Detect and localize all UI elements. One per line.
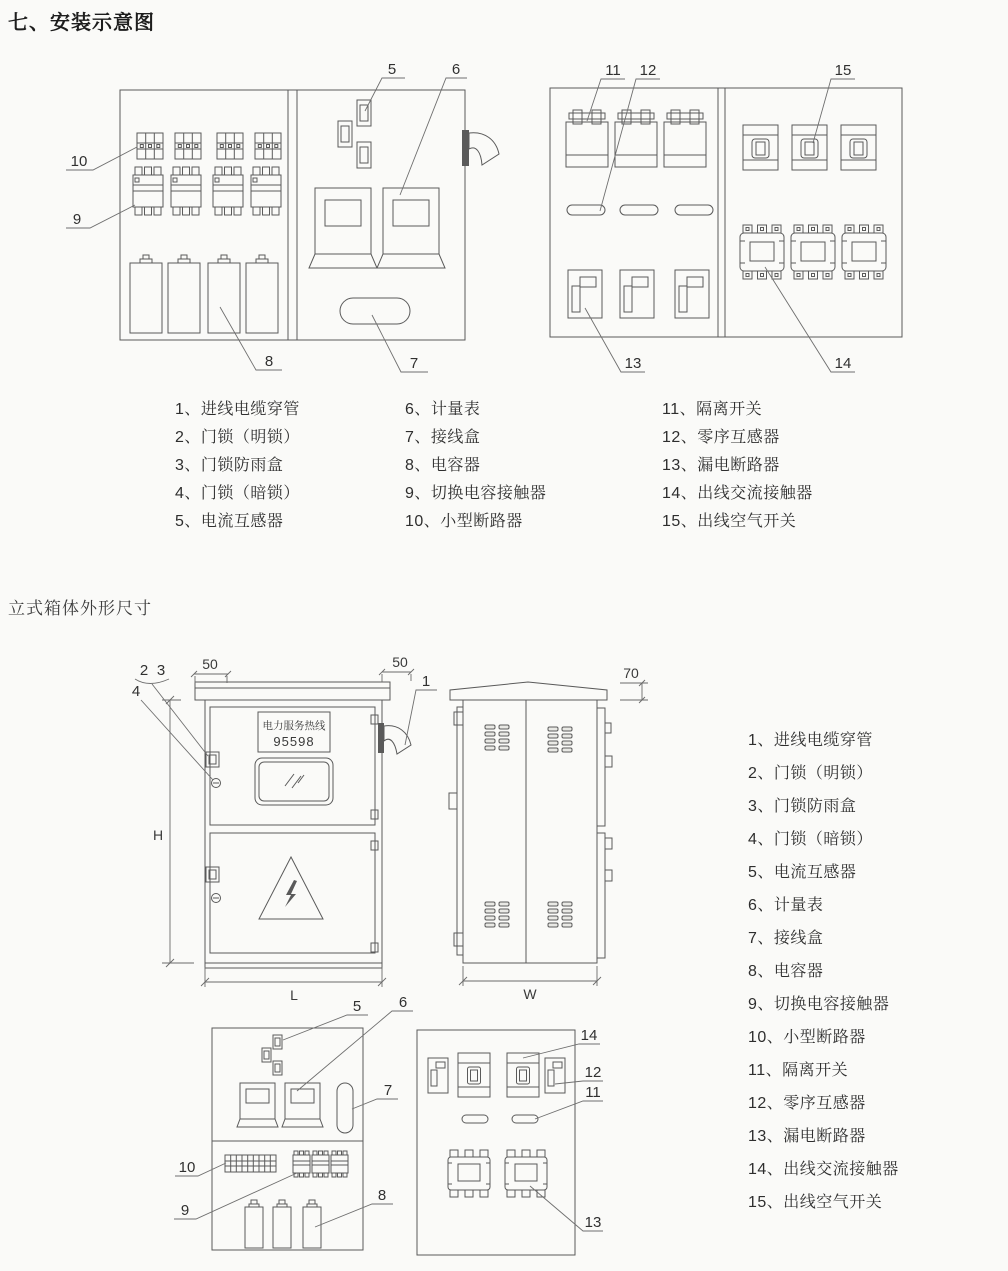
contactor-icon xyxy=(171,167,201,215)
callout-12: 12 xyxy=(584,1064,602,1081)
legend-item: 10、小型断路器 xyxy=(405,513,523,530)
left-frame-strip xyxy=(457,707,463,955)
energy-meter-icon xyxy=(309,188,377,268)
legend-item: 8、电容器 xyxy=(748,963,824,980)
legend-item: 1、进线电缆穿管 xyxy=(175,401,300,418)
diagram-bottom-left-cabinet-internal xyxy=(160,995,410,1271)
zero-sequence-ct-icon xyxy=(462,1115,488,1123)
capacitor-icon xyxy=(208,255,240,333)
roof-plate xyxy=(450,682,607,700)
legend-item: 5、电流互感器 xyxy=(748,864,857,881)
legend-item: 13、漏电断路器 xyxy=(662,457,780,474)
capacitor-contactor-row xyxy=(133,167,281,215)
current-transformers xyxy=(262,1035,282,1075)
capacitor-icon xyxy=(273,1200,291,1248)
zero-sequence-ct-icon xyxy=(512,1115,538,1123)
svg-text:W: W xyxy=(523,986,537,1002)
energy-meter-icon xyxy=(282,1083,323,1127)
capacitor-icon xyxy=(130,255,162,333)
diagram-side-view xyxy=(440,650,670,1005)
hotline-number: 95598 xyxy=(273,734,315,749)
contactor-icon xyxy=(293,1151,310,1177)
ac-contactor-icon xyxy=(740,225,784,279)
cabinet-base xyxy=(205,963,382,968)
legend-column-1 xyxy=(175,396,300,536)
callout-13: 13 xyxy=(624,355,642,372)
energy-meter-icon xyxy=(237,1083,278,1127)
legend-item: 13、漏电断路器 xyxy=(748,1128,866,1145)
callout-6: 6 xyxy=(398,994,408,1011)
callout-9: 9 xyxy=(72,211,82,228)
dimension-70 xyxy=(620,665,648,703)
legend-item: 14、出线交流接触器 xyxy=(662,485,813,502)
legend-item: 6、计量表 xyxy=(748,897,824,914)
contactor-icon xyxy=(331,1151,348,1177)
lower-door xyxy=(210,833,375,953)
meter-window xyxy=(255,758,333,805)
roof-plate xyxy=(195,682,390,700)
capacitor-icon xyxy=(246,255,278,333)
hinge xyxy=(605,723,611,733)
callout-2: 2 xyxy=(139,662,149,679)
legend-item: 4、门锁（暗锁） xyxy=(175,485,300,502)
mini-circuit-breaker-row xyxy=(137,133,281,159)
zero-sequence-ct-icon xyxy=(675,205,713,215)
louver-vent xyxy=(485,902,509,927)
callout-14: 14 xyxy=(834,355,852,372)
energy-meter-icon xyxy=(377,188,445,268)
mini-breaker-icon xyxy=(175,133,201,159)
legend-item: 15、出线空气开关 xyxy=(748,1194,883,1211)
capacitor-row xyxy=(245,1200,321,1248)
current-transformer-icon xyxy=(273,1061,282,1075)
right-frame-strip xyxy=(597,833,605,958)
callout-8: 8 xyxy=(264,353,274,370)
callout-1: 1 xyxy=(421,673,431,690)
svg-text:70: 70 xyxy=(623,665,639,681)
louver-vent xyxy=(485,725,509,750)
mini-circuit-breaker-row xyxy=(225,1155,276,1172)
isolating-switch-icon xyxy=(664,110,706,167)
isolating-switch-icon xyxy=(566,110,608,167)
lower-door-lock xyxy=(206,867,221,903)
diagram-top-left-cabinet-internal xyxy=(60,55,510,390)
ac-contactor-icon xyxy=(842,225,886,279)
mini-breaker-icon xyxy=(217,133,243,159)
diagram-top-right-cabinet-internal xyxy=(545,55,945,390)
legend-item: 12、零序互感器 xyxy=(748,1095,866,1112)
zero-sequence-ct-icon xyxy=(620,205,658,215)
diagram-bottom-right-cabinet-internal xyxy=(408,1020,668,1271)
leakage-breaker-icon xyxy=(675,270,709,318)
hinge xyxy=(454,712,463,725)
legend-item: 3、门锁防雨盒 xyxy=(748,798,857,815)
legend-item: 6、计量表 xyxy=(405,401,481,418)
callout-5: 5 xyxy=(352,998,362,1015)
callout-11: 11 xyxy=(585,1084,601,1101)
hinge xyxy=(605,870,612,881)
cabinet-outline xyxy=(417,1030,575,1255)
contactor-icon xyxy=(133,167,163,215)
current-transformer-icon xyxy=(262,1048,271,1062)
callout-13: 13 xyxy=(584,1214,602,1231)
mini-breaker-icon xyxy=(137,133,163,159)
callout-3: 3 xyxy=(156,662,166,679)
capacitor-contactor-row xyxy=(293,1151,348,1177)
ac-contactor-icon xyxy=(505,1150,547,1197)
contactor-icon xyxy=(213,167,243,215)
air-switch-row xyxy=(743,125,876,170)
leakage-breaker-row xyxy=(568,270,709,318)
leakage-breaker-icon xyxy=(428,1058,448,1093)
ac-contactor-icon xyxy=(448,1150,490,1197)
current-transformer-icon xyxy=(273,1035,282,1049)
legend-column-3 xyxy=(662,396,813,536)
page-title: 七、安装示意图 xyxy=(8,12,155,34)
legend-item: 9、切换电容接触器 xyxy=(748,996,890,1013)
legend-item: 7、接线盒 xyxy=(748,930,824,947)
door-handle-icon xyxy=(462,130,499,166)
svg-text:50: 50 xyxy=(202,656,218,672)
legend-item: 11、隔离开关 xyxy=(748,1062,849,1079)
right-frame-strip xyxy=(597,708,605,826)
air-switch-icon xyxy=(792,125,827,170)
leakage-breaker-icon xyxy=(545,1058,565,1093)
current-transformer-icon xyxy=(338,121,352,147)
callout-7: 7 xyxy=(409,355,419,372)
dimension-width xyxy=(459,966,601,1002)
mini-breaker-icon xyxy=(242,1155,259,1172)
air-switch-icon xyxy=(743,125,778,170)
mini-breaker-icon xyxy=(225,1155,242,1172)
callout-12: 12 xyxy=(639,62,657,79)
air-switch-icon xyxy=(841,125,876,170)
warning-triangle-icon xyxy=(259,857,323,919)
callout-7: 7 xyxy=(383,1082,393,1099)
legend-full-list xyxy=(748,724,899,1219)
legend-item: 12、零序互感器 xyxy=(662,429,780,446)
legend-column-2 xyxy=(405,396,546,536)
contactor-icon xyxy=(312,1151,329,1177)
leakage-breaker-icon xyxy=(568,270,602,318)
callout-5: 5 xyxy=(387,61,397,78)
zero-sequence-ct-row xyxy=(567,205,713,215)
diagram-front-view xyxy=(120,655,440,1005)
mini-breaker-icon xyxy=(259,1155,276,1172)
outgoing-air-switch-icon xyxy=(507,1053,539,1097)
legend-item: 4、门锁（暗锁） xyxy=(748,831,873,848)
junction-box-icon xyxy=(337,1083,353,1133)
legend-item: 5、电流互感器 xyxy=(175,513,284,530)
callout-9: 9 xyxy=(180,1202,190,1219)
capacitor-icon xyxy=(168,255,200,333)
louver-vent xyxy=(548,902,572,927)
dimension-50-right xyxy=(379,654,414,682)
section-title: 立式箱体外形尺寸 xyxy=(8,599,152,618)
capacitor-row xyxy=(130,255,278,333)
legend-item: 3、门锁防雨盒 xyxy=(175,457,284,474)
isolating-switch-row xyxy=(566,110,706,167)
mini-breaker-icon xyxy=(255,133,281,159)
capacitor-icon xyxy=(245,1200,263,1248)
svg-text:L: L xyxy=(290,987,298,1003)
upper-door-lock xyxy=(206,752,221,788)
ac-contactor-row xyxy=(740,225,886,279)
callout-11: 11 xyxy=(605,62,621,79)
svg-text:H: H xyxy=(152,827,164,843)
callout-6: 6 xyxy=(451,61,461,78)
outgoing-air-switch-icon xyxy=(458,1053,490,1097)
cabinet-body xyxy=(463,700,597,963)
hotline-text: 电力服务热线 xyxy=(262,720,326,732)
louver-vent xyxy=(548,727,572,752)
legend-item: 7、接线盒 xyxy=(405,429,481,446)
callout-10: 10 xyxy=(70,153,88,170)
leakage-breaker-icon xyxy=(620,270,654,318)
callout-8: 8 xyxy=(377,1187,387,1204)
cabinet-outline xyxy=(120,90,465,340)
callout-15: 15 xyxy=(834,62,852,79)
legend-item: 2、门锁（明锁） xyxy=(748,765,873,782)
legend-item: 10、小型断路器 xyxy=(748,1029,866,1046)
hinge xyxy=(605,756,612,767)
legend-item: 9、切换电容接触器 xyxy=(405,485,547,502)
callout-14: 14 xyxy=(580,1027,598,1044)
latch xyxy=(449,793,457,809)
dimension-50-left xyxy=(191,656,231,683)
legend-item: 14、出线交流接触器 xyxy=(748,1161,899,1178)
ac-contactor-icon xyxy=(791,225,835,279)
callout-10: 10 xyxy=(178,1159,196,1176)
current-transformer-icon xyxy=(357,142,371,168)
legend-item: 2、门锁（明锁） xyxy=(175,429,300,446)
hinge xyxy=(454,933,463,946)
capacitor-icon xyxy=(303,1200,321,1248)
callout-4: 4 xyxy=(131,683,141,700)
isolating-switch-icon xyxy=(615,110,657,167)
contactor-icon xyxy=(251,167,281,215)
legend-item: 8、电容器 xyxy=(405,457,481,474)
svg-text:50: 50 xyxy=(392,654,408,670)
hinge xyxy=(605,838,612,849)
zero-sequence-ct-icon xyxy=(567,205,605,215)
current-transformers xyxy=(338,100,371,168)
legend-item: 15、出线空气开关 xyxy=(662,513,797,530)
legend-item: 1、进线电缆穿管 xyxy=(748,732,873,749)
legend-item: 11、隔离开关 xyxy=(662,401,763,418)
